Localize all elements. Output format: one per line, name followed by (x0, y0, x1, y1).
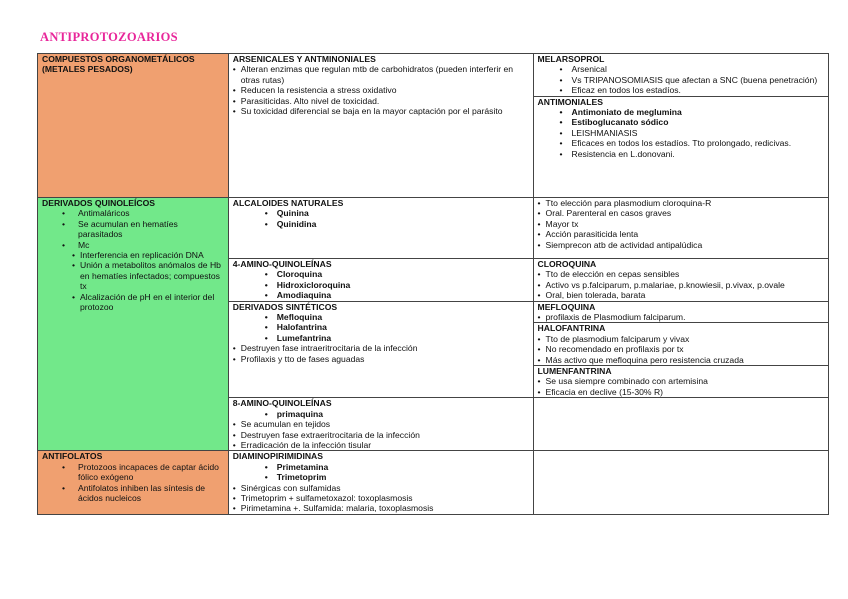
subclass-cell (228, 398, 533, 451)
list-item: • Eficaz en todos los estadíos. (538, 85, 824, 95)
list-item: • Alteran enzimas que regulan mtb de carbohidratos (pueden interferir en otras rutas) (233, 64, 529, 85)
list-item: • Se acumulan en tejidos (233, 419, 529, 429)
drug-list (233, 409, 529, 419)
list-item: • Acción parasiticida lenta (538, 229, 824, 239)
list-item: • Antimaláricos (42, 208, 224, 218)
category-header: ANTIFOLATOS (42, 451, 103, 462)
drug-detail-cell (533, 54, 828, 198)
category-cell (38, 198, 229, 451)
category-list (42, 462, 224, 504)
drug-list (538, 64, 824, 95)
subclass-list (233, 64, 529, 116)
drug-list (233, 208, 529, 229)
drug-detail-cell (533, 301, 828, 398)
list-item: • Trimetoprim + sulfametoxazol: toxoplasmosis (233, 493, 529, 503)
list-item: • Oral, bien tolerada, barata (538, 290, 824, 300)
drug-list (538, 376, 824, 397)
list-item: • Trimetoprim (233, 472, 529, 482)
list-item: • Eficaces en todos los estadíos. Tto prolongado, redicivas. (538, 138, 824, 148)
subclass-header: 4-AMINO-QUINOLEÍNAS (232, 259, 332, 269)
subclass-cell (228, 451, 533, 514)
list-item: • Mc (42, 240, 224, 250)
list-item: • Siemprecon atb de actividad antipalúdica (538, 240, 824, 250)
drug-list (538, 269, 824, 300)
list-item: • Pirimetamina +. Sulfamida: malaria, toxoplasmosis (233, 503, 529, 513)
list-item: • Alcalización de pH en el interior del protozoo (72, 292, 224, 313)
list-item: • Quinidina (233, 219, 529, 229)
list-item: • Mefloquina (233, 312, 529, 322)
list-item: • Sinérgicas con sulfamidas (233, 483, 529, 493)
list-item: • primaquina (233, 409, 529, 419)
list-item: • Halofantrina (233, 322, 529, 332)
drug-list (538, 334, 824, 365)
list-item: • Vs TRIPANOSOMIASIS que afectan a SNC (buena penetración) (538, 75, 824, 85)
list-item: • Cloroquina (233, 269, 529, 279)
list-item: • Amodiaquina (233, 290, 529, 300)
list-item: • Eficacia en declive (15-30% R) (538, 387, 824, 397)
subclass-list (233, 343, 529, 364)
list-item: • Hidroxicloroquina (233, 280, 529, 290)
drug-list (538, 198, 824, 250)
category-header: COMPUESTOS ORGANOMETÁLICOS (METALES PESADOS) (42, 54, 195, 75)
list-item: • Lumefantrina (233, 333, 529, 343)
list-item: • Erradicación de la infección tisular (233, 440, 529, 450)
list-item: • Destruyen fase intraeritrocitaria de la infección (233, 343, 529, 353)
antiprotozoal-table (37, 53, 829, 515)
drug-list (233, 312, 529, 343)
list-item: • LEISHMANIASIS (538, 128, 824, 138)
list-item: • Oral. Parenteral en casos graves (538, 208, 824, 218)
mechanism-list (42, 250, 224, 312)
drug-list (538, 107, 824, 159)
list-item: • Se usa siempre combinado con artemisina (538, 376, 824, 386)
subclass-header: 8-AMINO-QUINOLEÍNAS (232, 398, 332, 409)
list-item: • Activo vs p.falciparum, p.malariae, p.knowiesii, p.vivax, p.ovale (538, 280, 824, 290)
list-item: • Destruyen fase extraeritrocitaria de la infección (233, 430, 529, 440)
subclass-header: DERIVADOS SINTÉTICOS (232, 301, 338, 312)
list-item: • Tto elección para plasmodium cloroquina-R (538, 198, 824, 208)
list-item: • Primetamina (233, 462, 529, 472)
drug-header: MEFLOQUINA (537, 301, 596, 312)
list-item: • Quinina (233, 208, 529, 218)
empty-cell (533, 451, 828, 514)
empty-cell (533, 398, 828, 451)
subclass-cell (228, 54, 533, 198)
category-list (42, 208, 224, 250)
category-header: DERIVADOS QUINOLEÍCOS (42, 198, 156, 208)
list-item: • Mayor tx (538, 219, 824, 229)
drug-list (233, 462, 529, 483)
list-item: • Arsenical (538, 64, 824, 74)
category-cell (38, 451, 229, 514)
drug-header: CLOROQUINA (537, 259, 597, 269)
list-item: • Antimoniato de meglumina (538, 107, 824, 117)
table-row-antifolates (38, 451, 829, 514)
table-row-quinolines (38, 198, 829, 259)
drug-header: LUMENFANTRINA (537, 366, 612, 377)
list-item: • Unión a metabolitos anómalos de Hb en hematíes infectados; compuestos tx (72, 260, 224, 291)
list-item: • Antifolatos inhiben las síntesis de ácidos nucleicos (42, 483, 224, 504)
drug-header: ANTIMONIALES (537, 96, 603, 107)
list-item: • Protozoos incapaces de captar ácido fólico exógeno (42, 462, 224, 483)
list-item: • Parasiticidas. Alto nivel de toxicidad. (233, 96, 529, 106)
list-item: • Tto de elección en cepas sensibles (538, 269, 824, 279)
subclass-header: ALCALOIDES NATURALES (232, 198, 344, 208)
list-item: • Profilaxis y tto de fases aguadas (233, 354, 529, 364)
table-row-organometallic (38, 54, 829, 198)
drug-list (233, 269, 529, 300)
list-item: • Más activo que mefloquina pero resistencia cruzada (538, 355, 824, 365)
list-item: • Su toxicidad diferencial se baja en la mayor captación por el parásito (233, 106, 529, 116)
subclass-header: ARSENICALES Y ANTMINONIALES (232, 54, 376, 64)
subclass-list (233, 483, 529, 514)
list-item: • Reducen la resistencia a stress oxidativo (233, 85, 529, 95)
category-cell (38, 54, 229, 198)
drug-detail-cell (533, 198, 828, 259)
drug-detail-cell (533, 259, 828, 302)
subclass-cell (228, 301, 533, 398)
drug-header: MELARSOPROL (537, 54, 605, 64)
subclass-cell (228, 198, 533, 259)
page-title: ANTIPROTOZOARIOS (40, 30, 178, 44)
list-item: • profilaxis de Plasmodium falciparum. (538, 312, 824, 322)
list-item: • Estiboglucanato sódico (538, 117, 824, 127)
list-item: • No recomendado en profilaxis por tx (538, 344, 824, 354)
list-item: • Tto de plasmodium falciparum y vivax (538, 334, 824, 344)
subclass-header: DIAMINOPIRIMIDINAS (232, 451, 323, 462)
subclass-cell (228, 259, 533, 302)
drug-list (538, 312, 824, 322)
list-item: • Se acumulan en hematíes parasitados (42, 219, 224, 240)
drug-header: HALOFANTRINA (537, 323, 606, 334)
subclass-list (233, 419, 529, 450)
list-item: • Resistencia en L.donovani. (538, 149, 824, 159)
list-item: • Interferencia en replicación DNA (72, 250, 224, 260)
